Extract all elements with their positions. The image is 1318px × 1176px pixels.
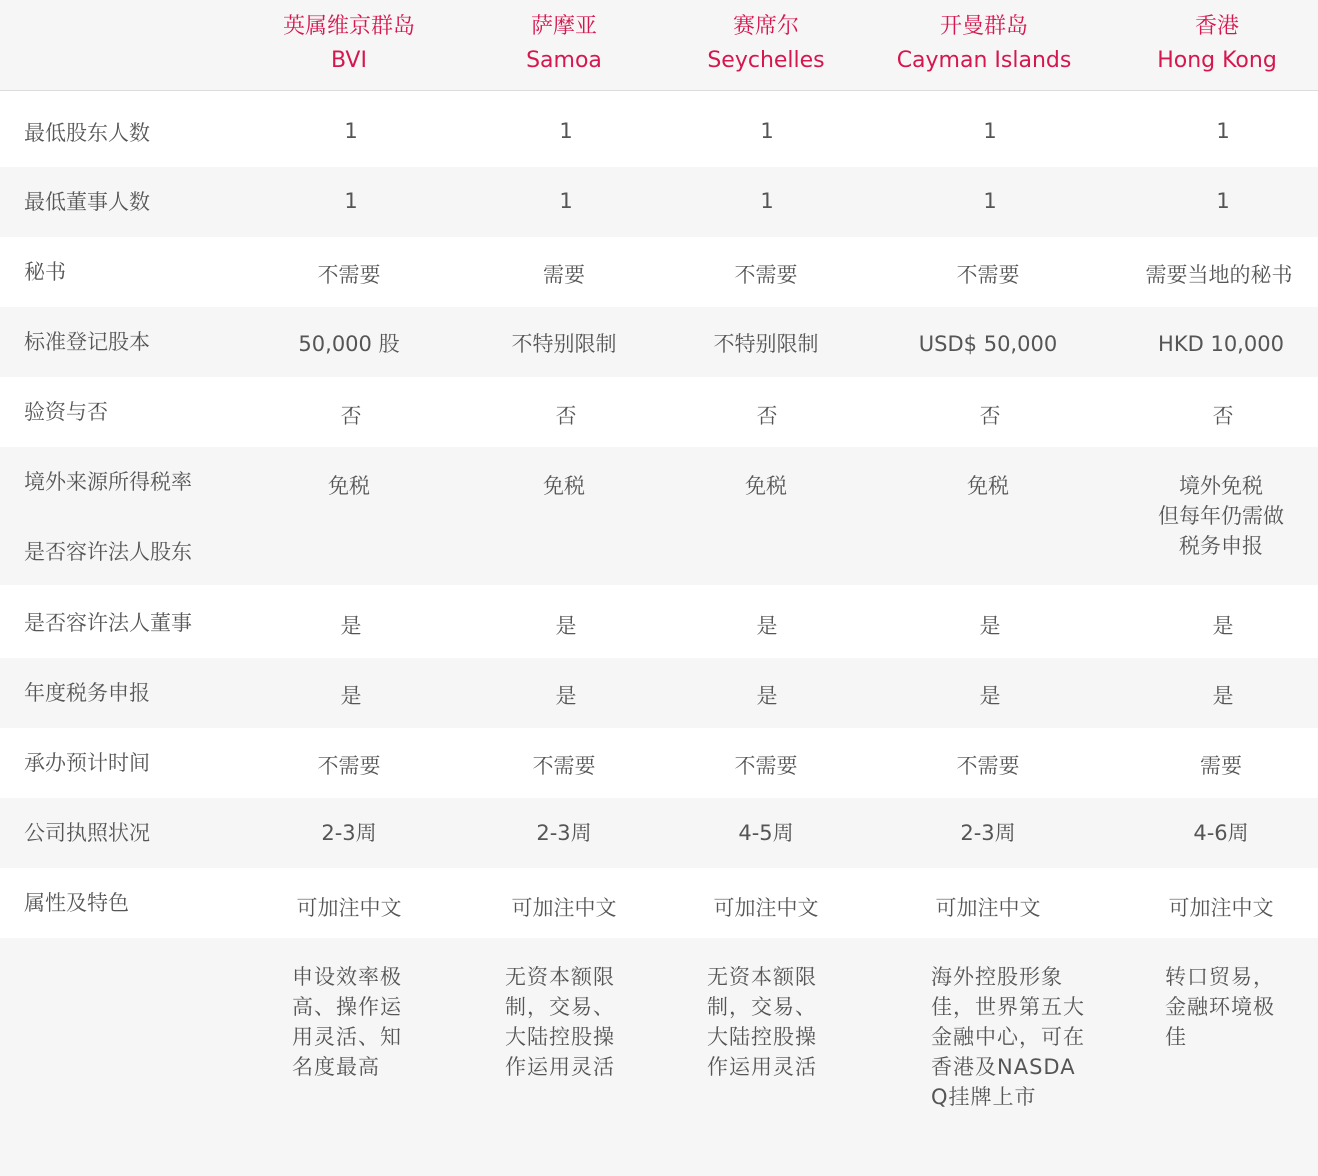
table-cell: 1 [344,119,358,143]
table-cell: 免税 [543,474,585,498]
table-cell: 2-3周 [536,821,592,845]
table-cell: 1 [983,119,997,143]
table-cell: 是 [756,614,778,638]
table-cell: 是 [340,614,362,638]
cell-line: 但每年仍需做 [1158,504,1284,528]
feature-note-hongkong: 转口贸易，金融环境极佳 [1165,965,1275,1049]
column-header-en: Seychelles [707,48,825,73]
table-cell: 不需要 [317,263,381,287]
column-header-cn: 香港 [1194,14,1239,39]
cell-line: 境外免税 [1179,474,1263,498]
table-cell: 1 [760,189,774,213]
feature-note-cayman: 海外控股形象佳，世界第五大金融中心，可在香港及NASDAQ挂牌上市 [931,965,1085,1109]
table-cell: 免税 [967,474,1009,498]
table-cell: 免税 [745,474,787,498]
table-row-capital-verification [0,377,1318,447]
table-row-secretary [0,237,1318,307]
feature-note-bvi: 申设效率极高、操作运用灵活、知名度最高 [292,965,402,1079]
column-header-cn: 萨摩亚 [530,14,597,39]
table-cell: 不特别限制 [511,332,617,356]
column-header-cn: 英属维京群岛 [282,14,415,39]
table-row-registered-capital [0,307,1318,377]
column-header-en: Samoa [526,48,602,73]
table-cell: 需要 [1200,754,1242,778]
table-cell: 1 [1216,189,1230,213]
table-cell: HKD 10,000 [1158,332,1284,356]
table-cell-hongkong-tax [1121,471,1318,561]
table-cell: 不需要 [317,754,381,778]
table-cell: 否 [1212,404,1234,428]
table-row-notes [0,938,1318,1176]
table-cell: 1 [983,189,997,213]
row-label: 验资与否 [24,400,108,424]
row-label: 最低股东人数 [24,121,150,145]
table-row-offshore-tax [0,447,1318,585]
row-label: 是否容许法人董事 [24,611,192,635]
table-cell: USD$ 50,000 [918,332,1058,356]
table-cell: 是 [340,684,362,708]
column-header-cn: 开曼群岛 [939,14,1028,39]
table-cell: 免税 [328,474,370,498]
table-cell: 不需要 [956,754,1020,778]
table-cell: 否 [555,404,577,428]
table-cell: 是 [555,614,577,638]
table-cell: 1 [760,119,774,143]
row-label: 秘书 [24,260,66,284]
table-cell: 可加注中文 [713,896,819,920]
feature-note-seychelles: 无资本额限制，交易、大陆控股操作运用灵活 [707,965,817,1079]
row-label: 承办预计时间 [24,751,150,775]
table-cell: 不需要 [734,754,798,778]
row-label: 年度税务申报 [24,681,150,705]
table-cell: 可加注中文 [1168,896,1274,920]
row-label: 标准登记股本 [24,330,150,354]
row-label: 最低董事人数 [24,190,150,214]
table-cell: 是 [1212,684,1234,708]
table-cell: 是 [979,684,1001,708]
table-row-annual-tax [0,658,1318,728]
table-row-min-directors [0,167,1318,237]
table-header [0,0,1318,91]
column-header-samoa [464,10,664,78]
table-cell: 不需要 [734,263,798,287]
table-cell: 2-3周 [321,821,377,845]
table-cell: 是 [979,614,1001,638]
table-cell: 是 [1212,614,1234,638]
table-cell: 需要当地的秘书 [1145,263,1293,287]
column-header-cayman [874,10,1094,78]
table-cell: 是 [756,684,778,708]
row-label: 公司执照状况 [24,821,150,845]
table-cell: 1 [344,189,358,213]
table-cell: 不需要 [532,754,596,778]
cell-line: 税务申报 [1179,534,1263,558]
table-row-corporate-director [0,585,1318,658]
table-cell: 不需要 [956,263,1020,287]
table-cell: 可加注中文 [511,896,617,920]
table-cell: 否 [340,404,362,428]
table-cell: 可加注中文 [296,896,402,920]
column-header-en: Cayman Islands [896,48,1072,73]
table-cell: 可加注中文 [935,896,1041,920]
table-cell: 1 [559,119,573,143]
table-cell: 2-3周 [960,821,1016,845]
row-label: 属性及特色 [24,891,129,915]
column-header-en: Hong Kong [1157,48,1277,73]
row-label: 境外来源所得税率 [24,470,192,494]
table-row-features [0,868,1318,938]
table-cell: 4-5周 [738,821,794,845]
row-label-secondary: 是否容许法人股东 [24,540,192,564]
table-row-min-shareholders [0,91,1318,167]
table-cell: 1 [559,189,573,213]
table-cell: 1 [1216,119,1230,143]
table-cell: 否 [756,404,778,428]
column-header-seychelles [666,10,866,78]
table-row-license-status [0,798,1318,868]
column-header-en: BVI [331,48,367,73]
table-cell: 是 [555,684,577,708]
column-header-hongkong [1117,10,1317,78]
feature-note-samoa: 无资本额限制，交易、大陆控股操作运用灵活 [505,965,615,1079]
table-cell: 需要 [543,263,585,287]
table-cell: 不特别限制 [713,332,819,356]
table-cell: 4-6周 [1193,821,1249,845]
column-header-cn: 赛席尔 [732,14,799,39]
table-cell: 否 [979,404,1001,428]
table-cell: 50,000 股 [298,332,400,356]
column-header-bvi [249,10,449,78]
table-row-processing-time [0,728,1318,798]
